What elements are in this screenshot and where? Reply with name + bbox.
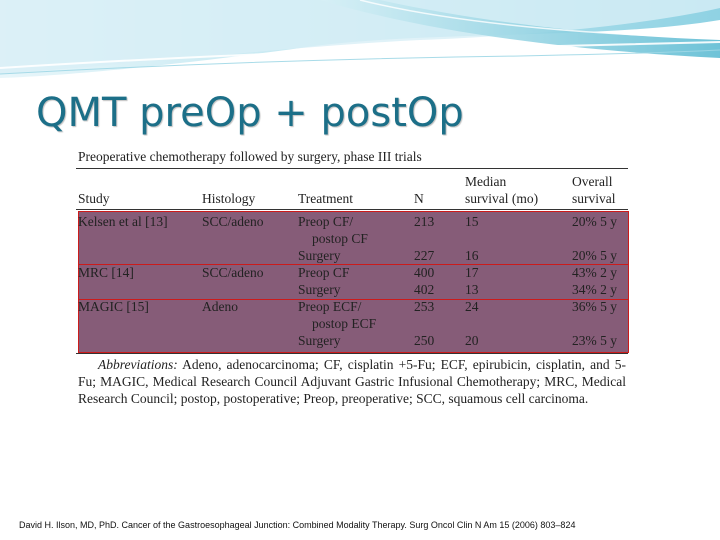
cell-median: 24	[465, 299, 479, 314]
cell-histology: SCC/adeno	[202, 214, 264, 229]
cell-treatment-cont: postop CF	[312, 231, 368, 246]
cell-n: 400	[414, 265, 435, 280]
cell-overall: 36% 5 y	[572, 299, 617, 314]
header-median-line1: Median	[465, 174, 507, 189]
cell-median: 15	[465, 214, 479, 229]
header-bottom-rule	[76, 209, 628, 210]
cell-treatment: Surgery	[298, 248, 341, 263]
cell-histology: Adeno	[202, 299, 238, 314]
table-bottom-rule	[76, 353, 628, 354]
highlight-box-mrc	[78, 264, 629, 300]
header-histology: Histology	[202, 191, 256, 206]
cell-study: Kelsen et al [13]	[78, 214, 168, 229]
header-study: Study	[78, 191, 110, 206]
header-treatment: Treatment	[298, 191, 353, 206]
header-wave-decoration	[0, 0, 720, 90]
cell-study: MAGIC [15]	[78, 299, 149, 314]
trials-table	[74, 146, 632, 436]
citation-footer: David H. Ilson, MD, PhD. Cancer of the Gastroesophageal Junction: Combined Modality Therapy. Surg Oncol Clin N Am 15 (2006) 803–824	[19, 520, 576, 530]
table-caption: Preoperative chemotherapy followed by surgery, phase III trials	[78, 149, 422, 164]
abbreviations-note	[78, 356, 626, 407]
cell-treatment: Surgery	[298, 333, 341, 348]
cell-median: 16	[465, 248, 479, 263]
cell-n: 250	[414, 333, 435, 348]
cell-treatment: Preop CF	[298, 265, 350, 280]
header-overall-line1: Overall	[572, 174, 613, 189]
cell-n: 213	[414, 214, 435, 229]
table-top-rule	[76, 168, 628, 169]
slide-title: QMT preOp + postOp	[36, 90, 464, 136]
header-median-line2: survival (mo)	[465, 191, 539, 206]
cell-treatment-cont: postop ECF	[312, 316, 377, 331]
abbreviations-text: Adeno, adenocarcinoma; CF, cisplatin +5-Fu; ECF, epirubicin, cisplatin, and 5-Fu; MAGIC, Medical Research Council Adjuvant Gastric Infusional Chemotherapy; MRC, Medical Research Council; postop, postoperative; Preop, preoperative; SCC, squamous cell carcinoma.	[78, 357, 626, 406]
cell-treatment: Preop ECF/	[298, 299, 362, 314]
cell-n: 253	[414, 299, 435, 314]
cell-treatment: Surgery	[298, 282, 341, 297]
cell-overall: 34% 2 y	[572, 282, 617, 297]
header-n: N	[414, 191, 424, 206]
abbreviations-label: Abbreviations:	[98, 357, 178, 372]
header-overall-line2: survival	[572, 191, 616, 206]
cell-overall: 20% 5 y	[572, 248, 617, 263]
cell-median: 20	[465, 333, 479, 348]
cell-overall: 23% 5 y	[572, 333, 617, 348]
cell-treatment: Preop CF/	[298, 214, 354, 229]
cell-median: 13	[465, 282, 479, 297]
cell-study: MRC [14]	[78, 265, 134, 280]
cell-histology: SCC/adeno	[202, 265, 264, 280]
cell-overall: 43% 2 y	[572, 265, 617, 280]
cell-n: 402	[414, 282, 435, 297]
cell-n: 227	[414, 248, 435, 263]
cell-median: 17	[465, 265, 479, 280]
cell-overall: 20% 5 y	[572, 214, 617, 229]
